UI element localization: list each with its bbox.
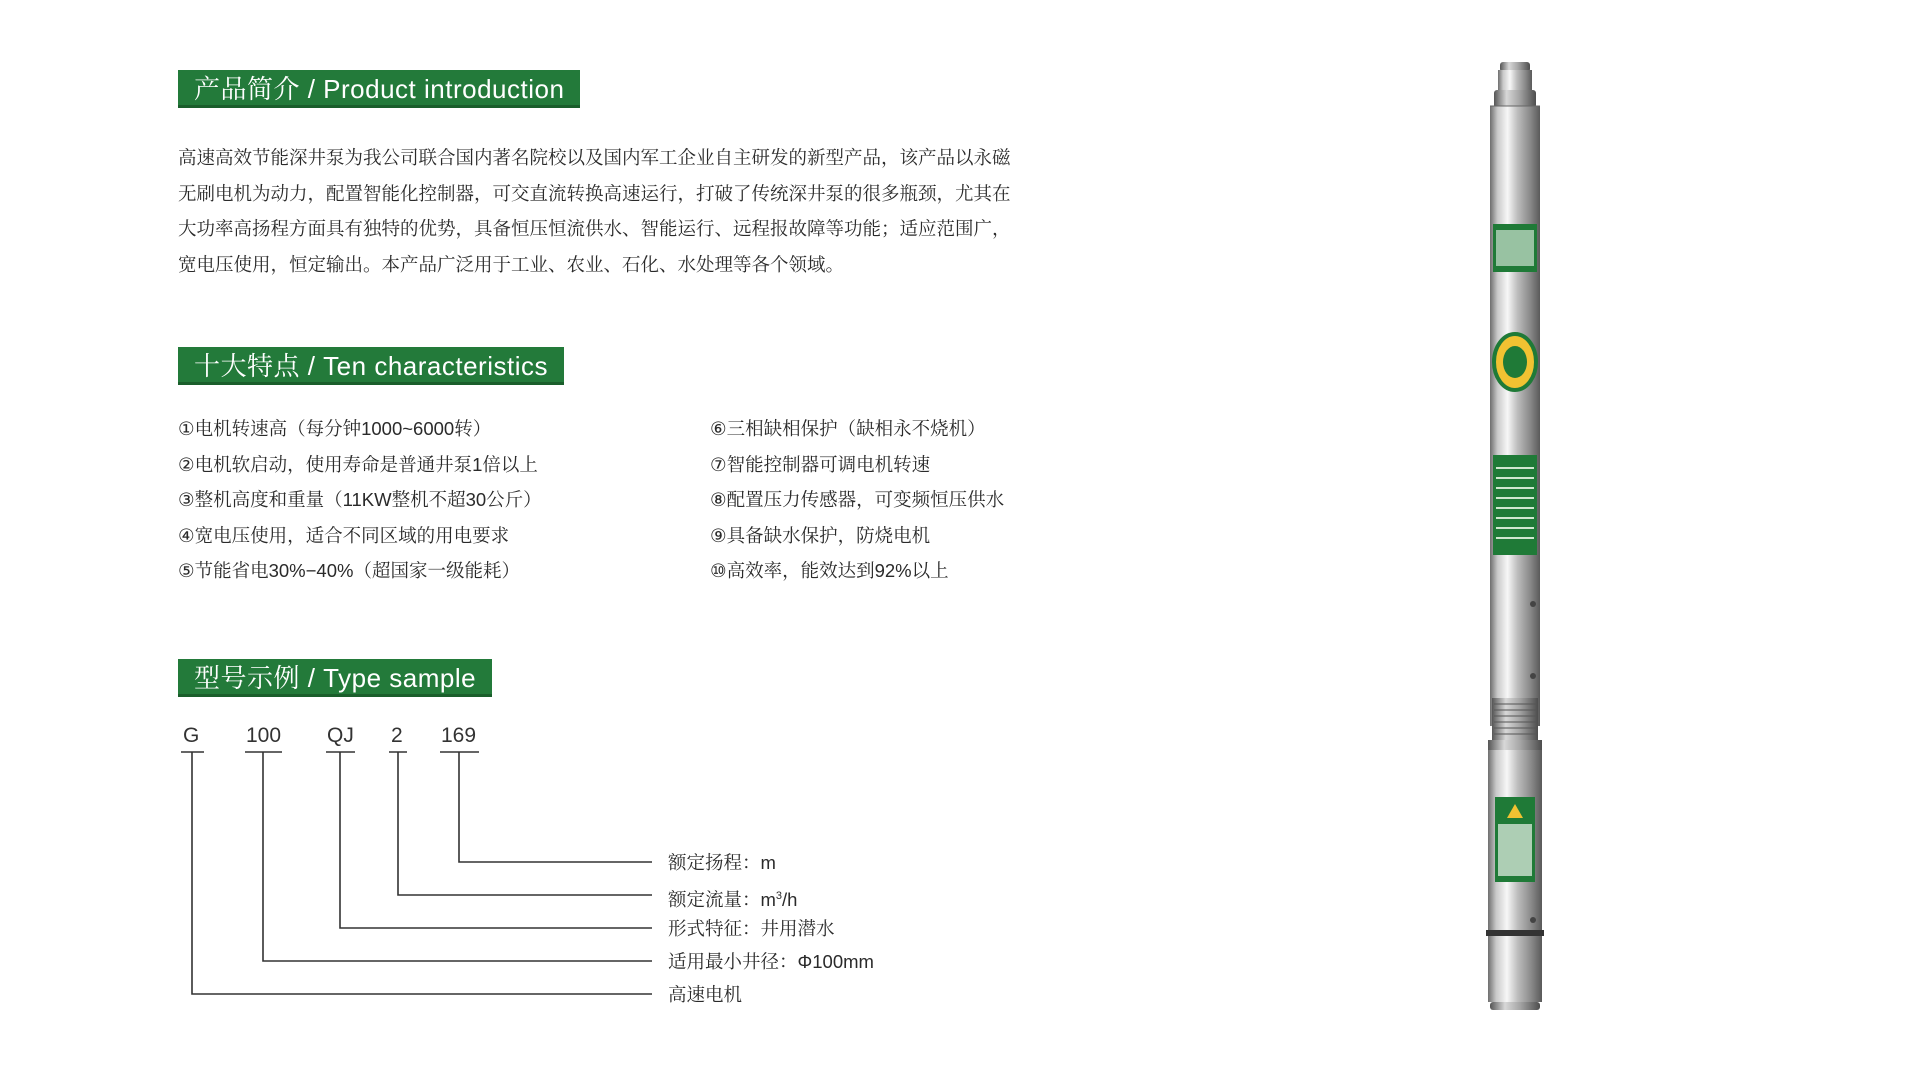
characteristic-item: ①电机转速高（每分钟1000~6000转） <box>178 418 492 439</box>
connector-169 <box>459 752 652 862</box>
intro-line: 大功率高扬程方面具有独特的优势，具备恒压恒流供水、智能运行、远程报故障等功能；适应范围广， <box>178 218 1011 239</box>
characteristic-item: ④宽电压使用，适合不同区域的用电要求 <box>178 524 510 546</box>
legend-motor: 高速电机 <box>668 984 743 1005</box>
type-code-qj: QJ <box>327 724 354 747</box>
intro-line: 无刷电机为动力，配置智能化控制器，可交直流转换高速运行，打破了传统深井泵的很多瓶颈，尤其在 <box>178 182 1011 204</box>
legend-rated-flow <box>668 884 797 912</box>
legend-flow-prefix: 额定流量：m <box>668 889 776 911</box>
intro-line: 高速高效节能深井泵为我公司联合国内著名院校以及国内军工企业自主研发的新型产品，该产品以永磁 <box>178 147 1011 168</box>
type-code-100: 100 <box>246 724 282 747</box>
characteristic-item: ②电机软启动，使用寿命是普通井泵1倍以上 <box>178 453 538 475</box>
connector-2 <box>398 752 652 895</box>
legend-form: 形式特征：井用潜水 <box>668 918 835 939</box>
deep-well-pump-image <box>1470 62 1560 1012</box>
characteristic-item: ⑥三相缺相保护（缺相永不烧机） <box>710 418 986 439</box>
type-code-2: 2 <box>391 724 403 747</box>
characteristic-item: ⑨具备缺水保护，防烧电机 <box>710 524 931 546</box>
section-title-ten-characteristics: 十大特点 / Ten characteristics <box>178 347 564 385</box>
section-title-product-introduction: 产品简介 / Product introduction <box>178 70 580 108</box>
connector-g <box>192 752 652 994</box>
characteristic-item: ⑧配置压力传感器，可变频恒压供水 <box>710 489 1005 510</box>
characteristic-item: ⑩高效率，能效达到92%以上 <box>710 560 949 581</box>
type-code-g: G <box>183 724 200 747</box>
intro-line: 宽电压使用，恒定输出。本产品广泛用于工业、农业、石化、水处理等各个领域。 <box>178 253 845 275</box>
legend-well-diameter: 适用最小井径：Φ100mm <box>668 951 874 972</box>
connector-qj <box>340 752 652 928</box>
characteristic-item: ③整机高度和重量（11KW整机不超30公斤） <box>178 489 542 510</box>
legend-flow-sup: 3 <box>775 890 783 902</box>
legend-flow-suffix: /h <box>782 889 798 911</box>
characteristic-item: ⑤节能省电30%−40%（超国家一级能耗） <box>178 560 520 581</box>
section-title-type-sample: 型号示例 / Type sample <box>178 659 492 697</box>
characteristic-item: ⑦智能控制器可调电机转速 <box>710 453 931 475</box>
connector-100 <box>263 752 652 961</box>
type-code-169: 169 <box>441 724 477 747</box>
legend-rated-head: 额定扬程：m <box>668 852 776 873</box>
